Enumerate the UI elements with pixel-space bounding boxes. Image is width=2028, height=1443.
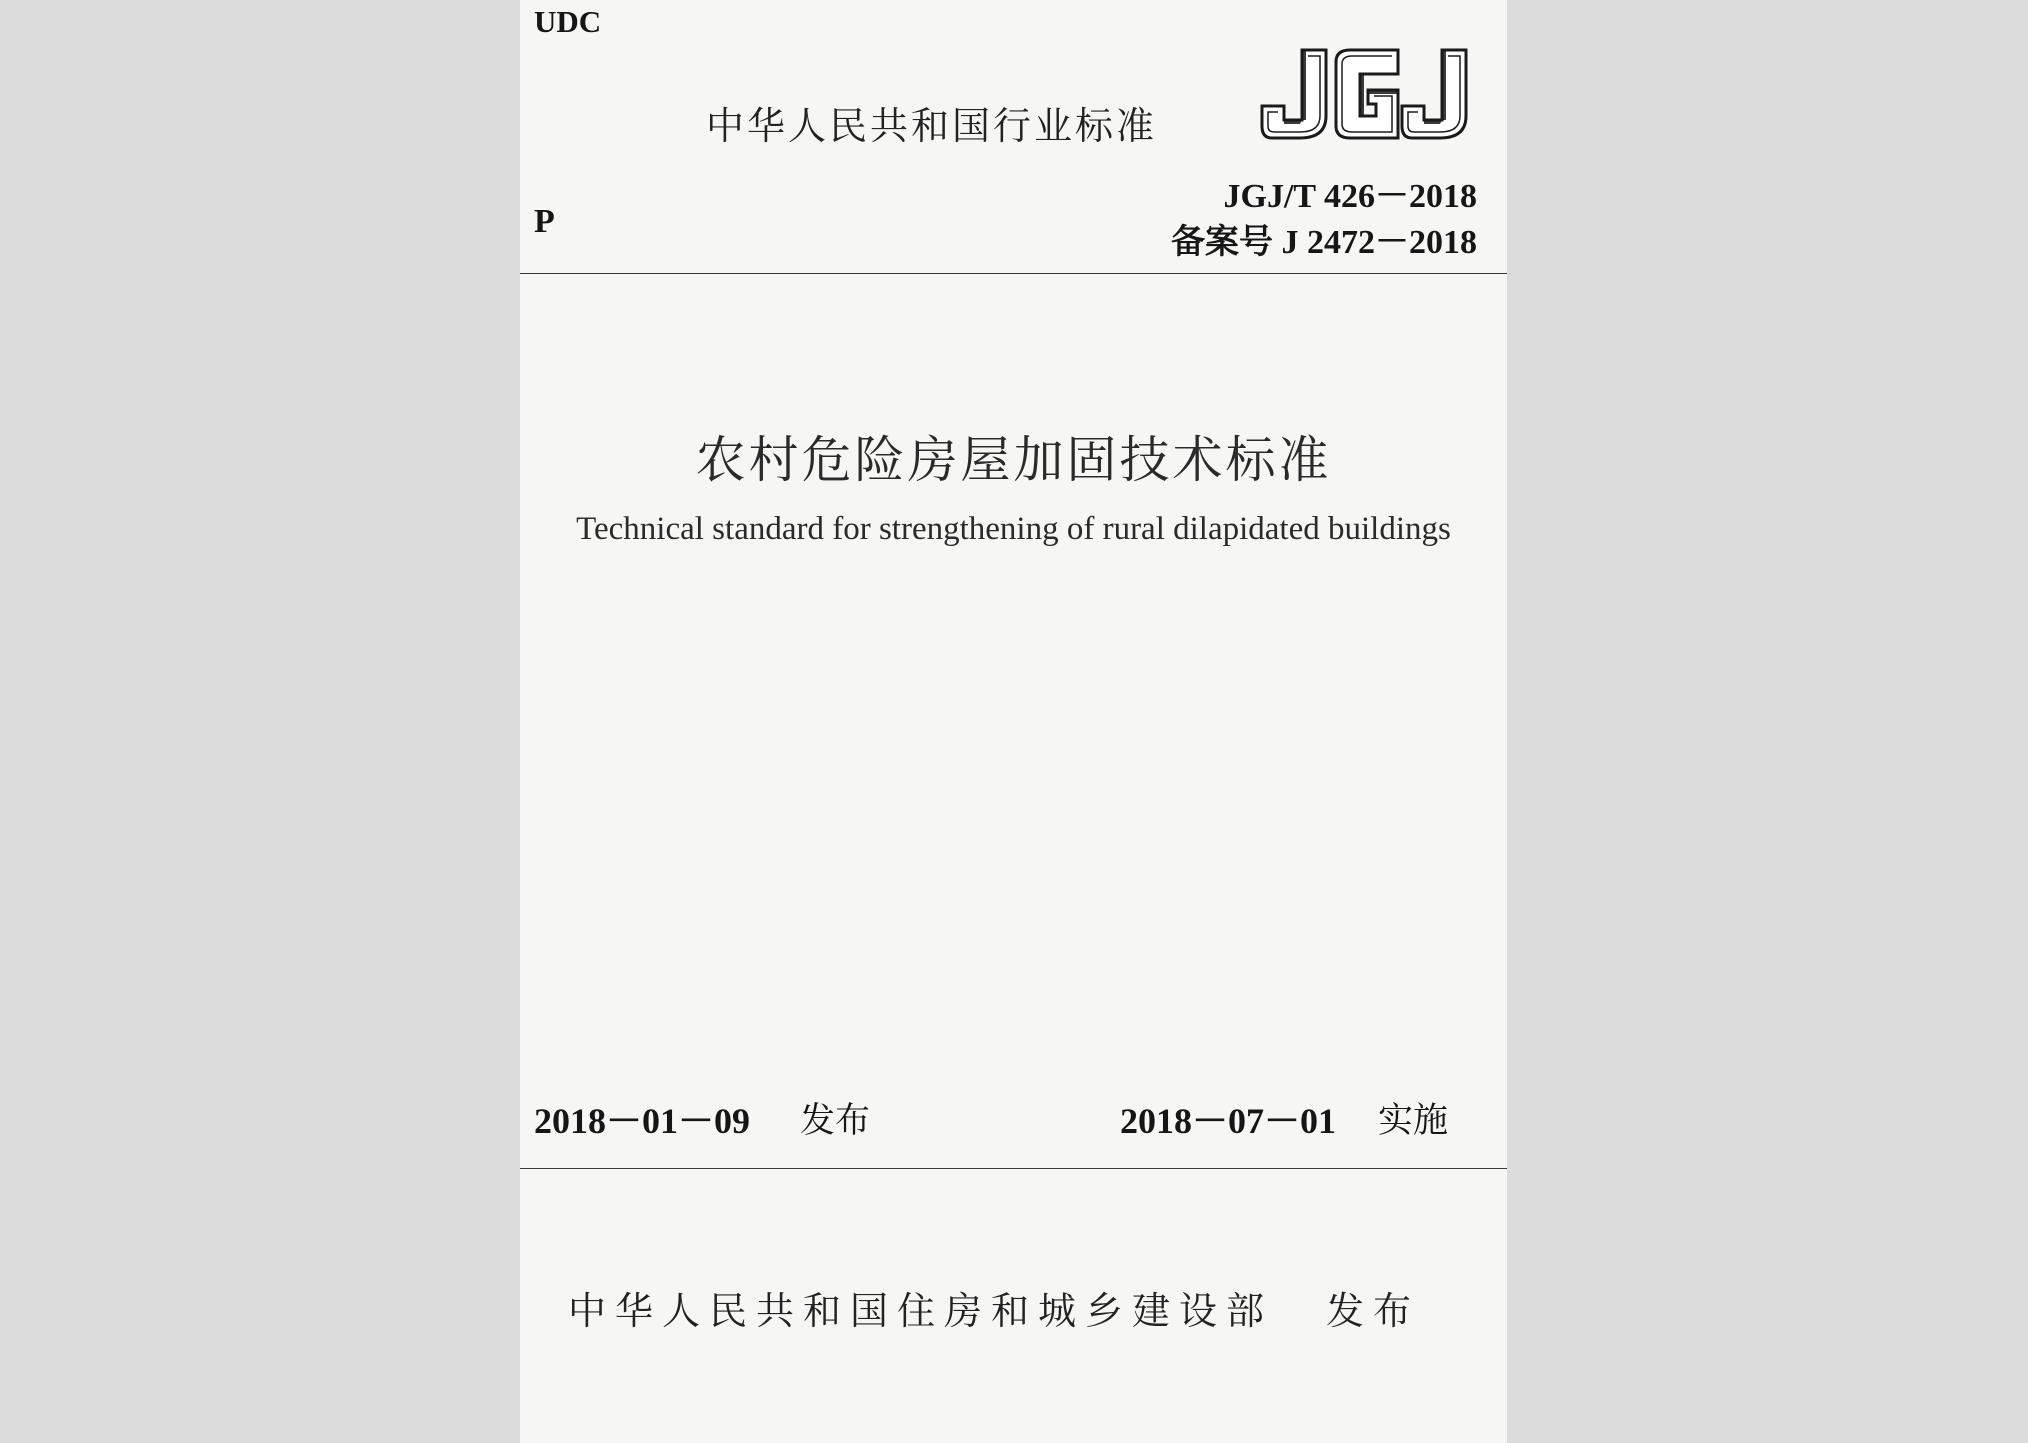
bottom-divider	[520, 1168, 1507, 1169]
standard-code: JGJ/T 426－2018	[1223, 178, 1477, 215]
issue-label: 发布	[800, 1101, 871, 1141]
document-page	[520, 0, 1507, 1443]
issue-date: 2018－01－09	[534, 1101, 751, 1141]
top-divider	[520, 273, 1507, 274]
record-number: 备案号 J 2472－2018	[1171, 224, 1477, 261]
standard-type-heading: 中华人民共和国行业标准	[706, 104, 1158, 148]
publisher-name: 中华人民共和国住房和城乡建设部	[568, 1289, 1274, 1333]
classification-label: P	[534, 203, 555, 240]
udc-label: UDC	[534, 4, 602, 39]
title-english: Technical standard for strengthening of rural dilapidated buildings	[576, 511, 1451, 547]
publisher-verb: 发布	[1326, 1289, 1421, 1333]
implement-date: 2018－07－01	[1120, 1101, 1337, 1141]
title-chinese: 农村危险房屋加固技术标准	[695, 431, 1332, 489]
jgj-logo-icon	[1260, 46, 1468, 142]
implement-label: 实施	[1378, 1101, 1449, 1141]
